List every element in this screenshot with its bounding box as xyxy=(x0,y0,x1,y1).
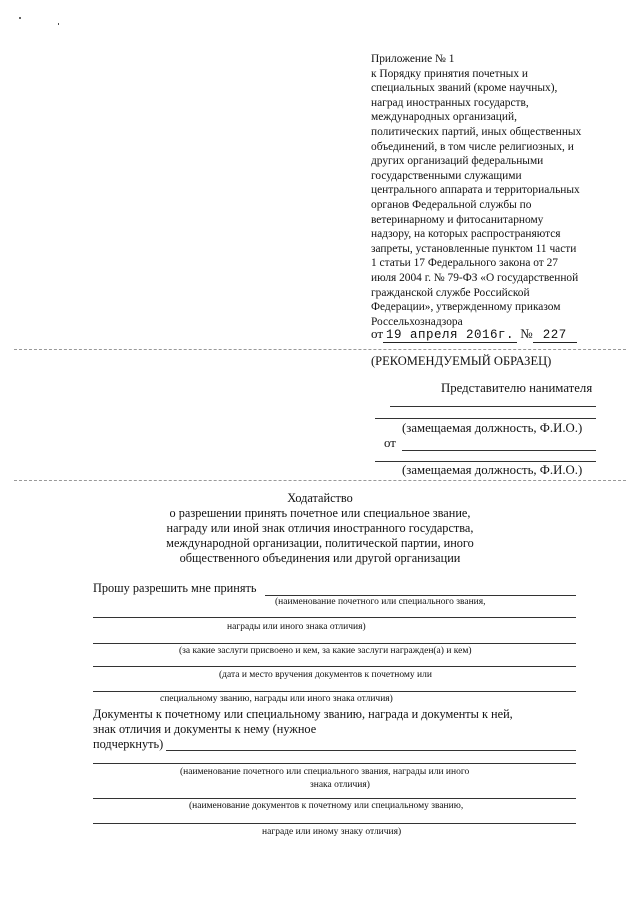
petition-title: Ходатайство xyxy=(287,491,353,505)
hint-award-name: (наименование почетного или специального звания, xyxy=(275,597,486,607)
hint-award-type: награды или иного знака отличия) xyxy=(227,622,366,632)
documents-list-field[interactable] xyxy=(93,798,576,799)
hint-delivery-cont: специальному званию, награды или иного знака отличия) xyxy=(160,694,393,704)
request-label: Прошу разрешить мне принять xyxy=(93,581,257,595)
order-prefix: от xyxy=(371,326,384,341)
petition-subtitle-line: международной организации, политической партии, иного xyxy=(166,536,474,550)
order-reference xyxy=(371,326,577,342)
award-name-field-cont[interactable] xyxy=(93,617,576,618)
appendix-line: 1 статьи 17 Федерального закона от 27 xyxy=(371,257,559,270)
merits-field[interactable] xyxy=(93,643,576,644)
appendix-line: ветеринарному и фитосанитарному xyxy=(371,213,544,226)
appendix-line: государственными служащими xyxy=(371,169,522,182)
scan-dash-line xyxy=(14,349,626,350)
addressee-position-hint: (замещаемая должность, Ф.И.О.) xyxy=(402,421,583,435)
appendix-lines xyxy=(371,67,606,330)
addressee-line[interactable] xyxy=(390,406,596,407)
appendix-line: гражданской службе Российской xyxy=(371,286,530,299)
appendix-line: международных организаций, xyxy=(371,111,517,124)
hint-documents-award: (наименование почетного или специального звания, награды или иного xyxy=(180,767,470,777)
appendix-line: запреты, установленные пунктом 11 части xyxy=(371,242,577,255)
appendix-line: к Порядку принятия почетных и xyxy=(371,67,528,80)
appendix-line: объединений, в том числе религиозных, и xyxy=(371,140,574,153)
documents-field[interactable] xyxy=(166,750,576,751)
hint-delivery: (дата и место вручения документов к почетному или xyxy=(219,670,432,680)
recommended-sample-label: (РЕКОМЕНДУЕМЫЙ ОБРАЗЕЦ) xyxy=(371,354,552,368)
hint-documents-award-cont: знака отличия) xyxy=(310,780,370,790)
order-number: 227 xyxy=(533,328,577,343)
appendix-line: специальных званий (кроме научных), xyxy=(371,82,558,95)
appendix-line: центрального аппарата и территориальных xyxy=(371,184,580,197)
appendix-line: Федерации», утвержденному приказом xyxy=(371,301,561,314)
documents-text-line: подчеркнуть) xyxy=(93,737,164,751)
delivery-field-cont[interactable] xyxy=(93,691,576,692)
hint-documents-list-cont: награде или иному знаку отличия) xyxy=(262,827,402,837)
sender-line[interactable] xyxy=(375,461,596,462)
appendix-title: Приложение № 1 xyxy=(371,53,455,65)
award-name-field[interactable] xyxy=(265,595,576,596)
documents-field-cont[interactable] xyxy=(93,763,576,764)
appendix-block xyxy=(371,52,606,329)
hint-merits: (за какие заслуги присвоено и кем, за какие заслуги награжден(а) и кем) xyxy=(179,646,472,656)
addressee-from-label: от xyxy=(384,436,396,450)
appendix-line: июля 2004 г. № 79-ФЗ «О государственной xyxy=(371,271,579,284)
addressee-line[interactable] xyxy=(375,418,596,419)
delivery-field[interactable] xyxy=(93,666,576,667)
order-number-prefix: № xyxy=(520,326,533,341)
appendix-line: надзору, на которых распространяются xyxy=(371,228,561,241)
documents-text-line: знак отличия и документы к нему (нужное xyxy=(93,722,317,736)
appendix-line: других организаций федеральными xyxy=(371,155,544,168)
petition-subtitle-line: награду или иной знак отличия иностранного государства, xyxy=(166,521,474,535)
documents-list-field-cont[interactable] xyxy=(93,823,576,824)
scan-speck xyxy=(58,23,59,25)
addressee-to-label: Представителю нанимателя xyxy=(441,381,593,395)
appendix-line: наград иностранных государств, xyxy=(371,96,529,109)
scan-speck xyxy=(19,17,21,19)
order-date: 19 апреля 2016г. xyxy=(383,328,517,343)
petition-subtitle-line: общественного объединения или другой организации xyxy=(179,551,461,565)
appendix-line: органов Федеральной службы по xyxy=(371,198,532,211)
petition-subtitle-line: о разрешении принять почетное или специальное звание, xyxy=(169,506,471,520)
appendix-line: политических партий, иных общественных xyxy=(371,125,582,138)
sender-line[interactable] xyxy=(402,450,596,451)
scan-dash-line xyxy=(14,480,626,481)
appendix-line: Россельхознадзора xyxy=(371,315,463,328)
hint-documents-list: (наименование документов к почетному или специальному званию, xyxy=(189,801,464,811)
sender-position-hint: (замещаемая должность, Ф.И.О.) xyxy=(402,463,583,477)
documents-text-line: Документы к почетному или специальному званию, награда и документы к ней, xyxy=(93,707,513,721)
